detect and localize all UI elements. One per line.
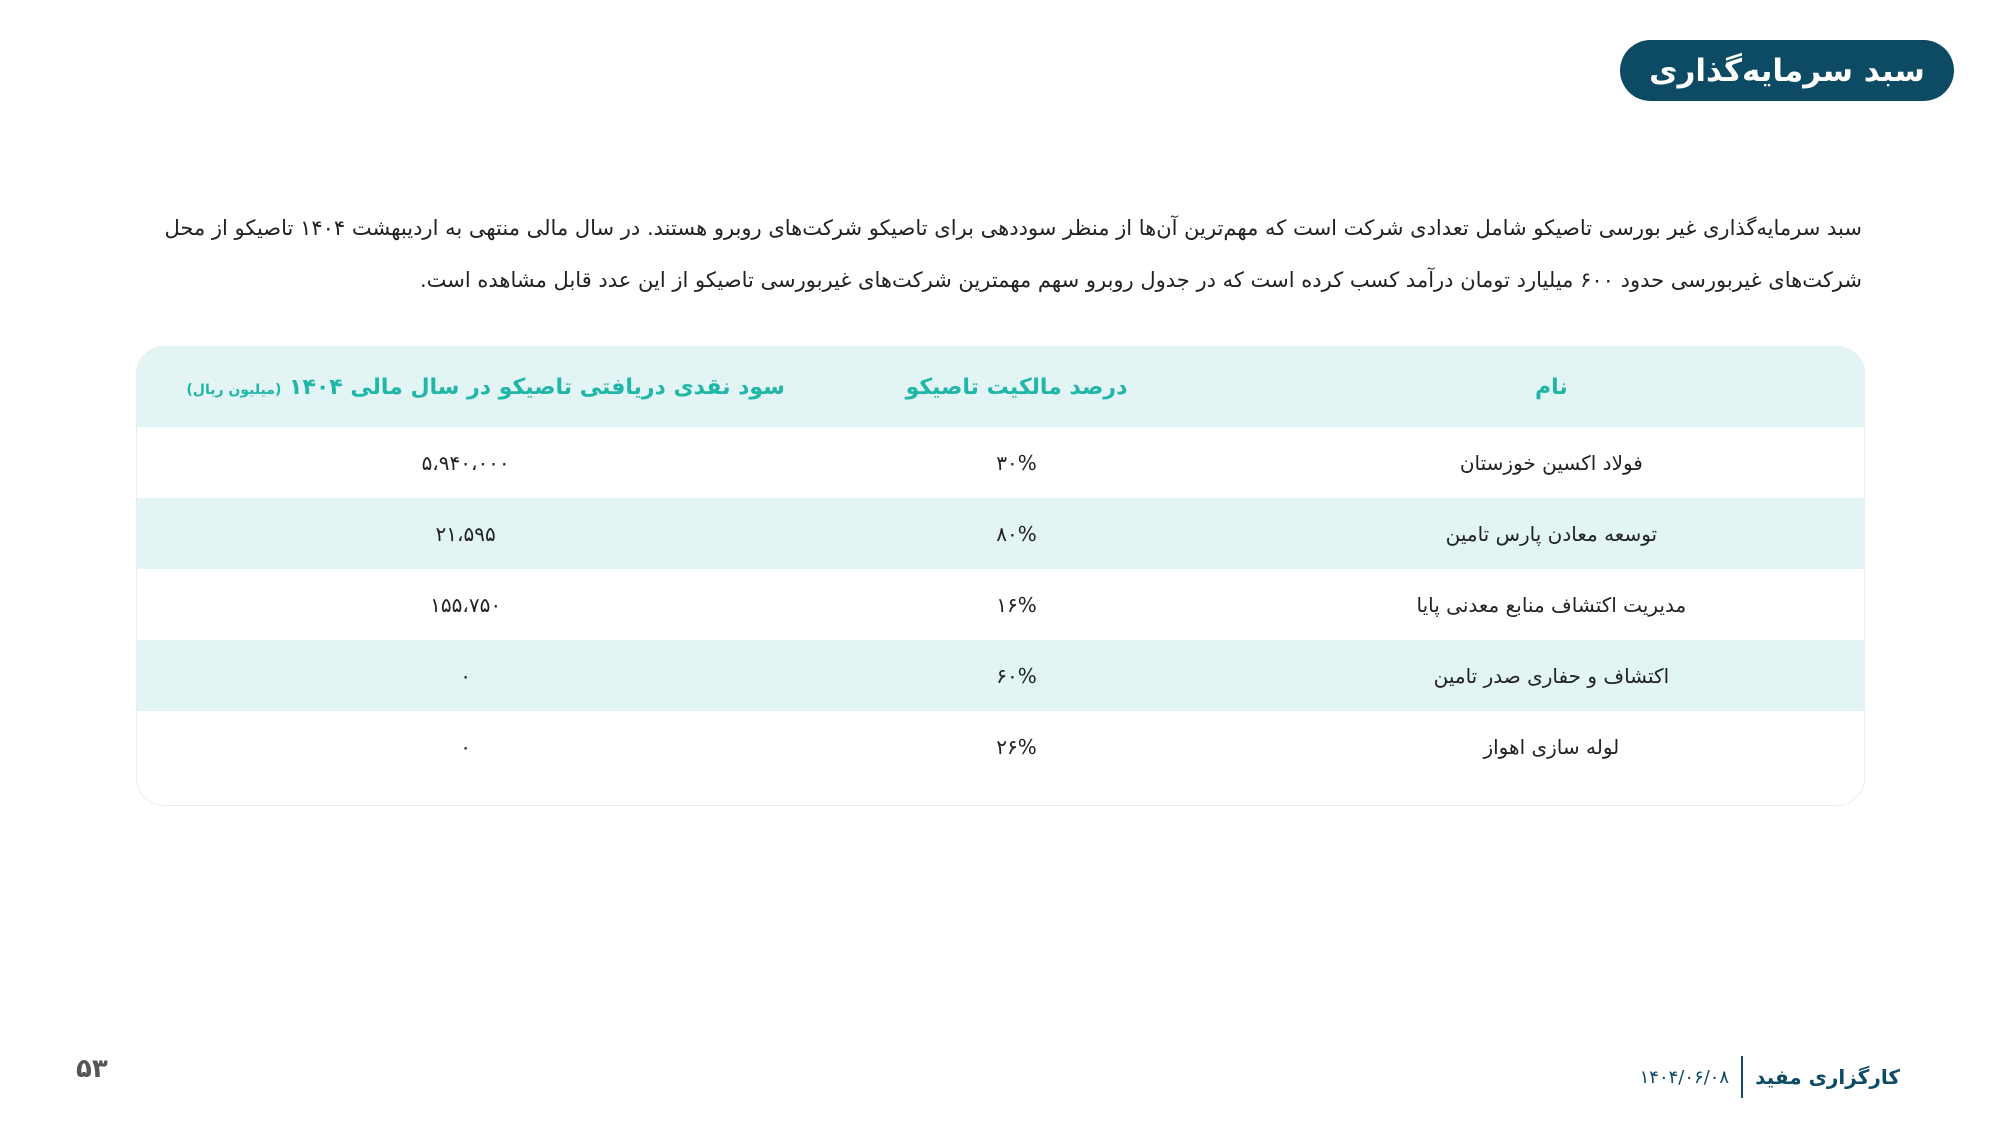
cell-name: اکتشاف و حفاری صدر تامین: [1433, 663, 1670, 688]
header-name: نام: [1535, 374, 1568, 400]
header-cash-label: سود نقدی دریافتی تاصیکو در سال مالی ۱۴۰۴: [289, 374, 785, 400]
cell-ownership: ۳۰%: [996, 450, 1037, 475]
cell-ownership: ۸۰%: [996, 521, 1037, 546]
cell-cash: ۰: [460, 734, 471, 759]
table-row: [137, 640, 1864, 711]
cell-cash: ۵،۹۴۰،۰۰۰: [421, 450, 510, 475]
cell-name: لوله سازی اهواز: [1483, 734, 1620, 759]
table-row: [137, 711, 1864, 782]
cell-ownership: ۲۶%: [996, 734, 1037, 759]
section-title: سبد سرمایه‌گذاری: [1649, 52, 1925, 89]
intro-paragraph: سبد سرمایه‌گذاری غیر بورسی تاصیکو شامل تعدادی شرکت است که مهم‌ترین آن‌ها از منظر سوددهی برای تاصیکو شرکت‌های روبرو هستند. در سال مالی منتهی به اردیبهشت ۱۴۰۴ تاصیکو از محل شرکت‌های غیربورسی حدود ۶۰۰ میلیارد تومان درآمد کسب کرده است که در جدول روبرو سهم مهمترین شرکت‌های غیربورسی تاصیکو از این عدد قابل مشاهده است.: [164, 216, 1862, 292]
header-ownership: درصد مالکیت تاصیکو: [905, 374, 1128, 400]
table-header-row: [137, 347, 1864, 427]
cell-name: فولاد اکسین خوزستان: [1459, 450, 1643, 475]
footer-date: ۱۴۰۴/۰۶/۰۸: [1639, 1066, 1730, 1088]
footer-branding: [1640, 1056, 1900, 1098]
cell-cash: ۰: [460, 663, 471, 688]
table-row: [137, 498, 1864, 569]
cell-ownership: ۶۰%: [996, 663, 1037, 688]
page-number: ۵۳: [76, 1054, 108, 1084]
table-row: [137, 427, 1864, 498]
table-row: [137, 569, 1864, 640]
cell-name: مدیریت اکتشاف منابع معدنی پایا: [1416, 592, 1687, 617]
header-cash-unit: (میلیون ریال): [186, 381, 282, 398]
cell-cash: ۱۵۵،۷۵۰: [430, 592, 502, 617]
cell-cash: ۲۱،۵۹۵: [435, 521, 496, 546]
header-cash-dividend: [137, 375, 794, 400]
footer-divider: [1741, 1056, 1743, 1098]
cell-ownership: ۱۶%: [996, 592, 1037, 617]
section-title-badge: [1620, 40, 1954, 101]
investment-table: [136, 346, 1865, 806]
cell-name: توسعه معادن پارس تامین: [1445, 521, 1658, 546]
brand-name: کارگزاری مفید: [1755, 1065, 1900, 1089]
